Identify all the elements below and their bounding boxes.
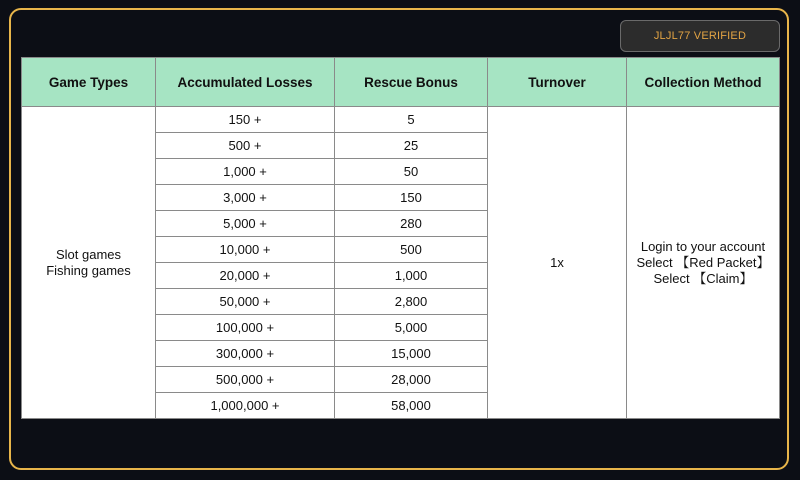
header-turnover: Turnover	[488, 58, 627, 107]
accumulated-losses-cell: 500,000 +	[156, 367, 335, 393]
rescue-bonus-cell: 50	[335, 159, 488, 185]
table-body	[22, 107, 780, 419]
accumulated-losses-cell: 150 +	[156, 107, 335, 133]
rescue-bonus-cell: 15,000	[335, 341, 488, 367]
accumulated-losses-cell: 5,000 +	[156, 211, 335, 237]
verified-badge-label: JLJL77 VERIFIED	[653, 30, 747, 42]
game-types-cell	[22, 107, 156, 419]
rescue-bonus-cell: 58,000	[335, 393, 488, 419]
collection-step: Login to your account	[640, 238, 766, 254]
table-row	[22, 107, 780, 133]
accumulated-losses-cell: 50,000 +	[156, 289, 335, 315]
accumulated-losses-cell: 100,000 +	[156, 315, 335, 341]
rescue-bonus-cell: 280	[335, 211, 488, 237]
rescue-bonus-cell: 2,800	[335, 289, 488, 315]
header-collection-method: Collection Method	[627, 58, 780, 107]
table-header-row	[22, 58, 780, 107]
accumulated-losses-cell: 1,000,000 +	[156, 393, 335, 419]
accumulated-losses-cell: 500 +	[156, 133, 335, 159]
rescue-bonus-cell: 150	[335, 185, 488, 211]
collection-step: Select 【Red Packet】	[636, 254, 770, 270]
header-game-types: Game Types	[22, 58, 156, 107]
game-type-label: Slot games	[55, 246, 122, 262]
header-rescue-bonus: Rescue Bonus	[335, 58, 488, 107]
game-type-label: Fishing games	[46, 262, 131, 278]
accumulated-losses-cell: 10,000 +	[156, 237, 335, 263]
rescue-bonus-cell: 28,000	[335, 367, 488, 393]
verified-badge	[620, 20, 780, 52]
rescue-bonus-table	[21, 57, 780, 419]
accumulated-losses-cell: 3,000 +	[156, 185, 335, 211]
accumulated-losses-cell: 1,000 +	[156, 159, 335, 185]
rescue-bonus-cell: 1,000	[335, 263, 488, 289]
accumulated-losses-cell: 20,000 +	[156, 263, 335, 289]
rescue-bonus-cell: 500	[335, 237, 488, 263]
rescue-bonus-cell: 5,000	[335, 315, 488, 341]
rescue-bonus-cell: 25	[335, 133, 488, 159]
accumulated-losses-cell: 300,000 +	[156, 341, 335, 367]
collection-step: Select 【Claim】	[653, 270, 753, 286]
collection-method-cell	[627, 107, 780, 419]
rescue-bonus-cell: 5	[335, 107, 488, 133]
header-accumulated-losses: Accumulated Losses	[156, 58, 335, 107]
turnover-cell: 1x	[488, 107, 627, 419]
